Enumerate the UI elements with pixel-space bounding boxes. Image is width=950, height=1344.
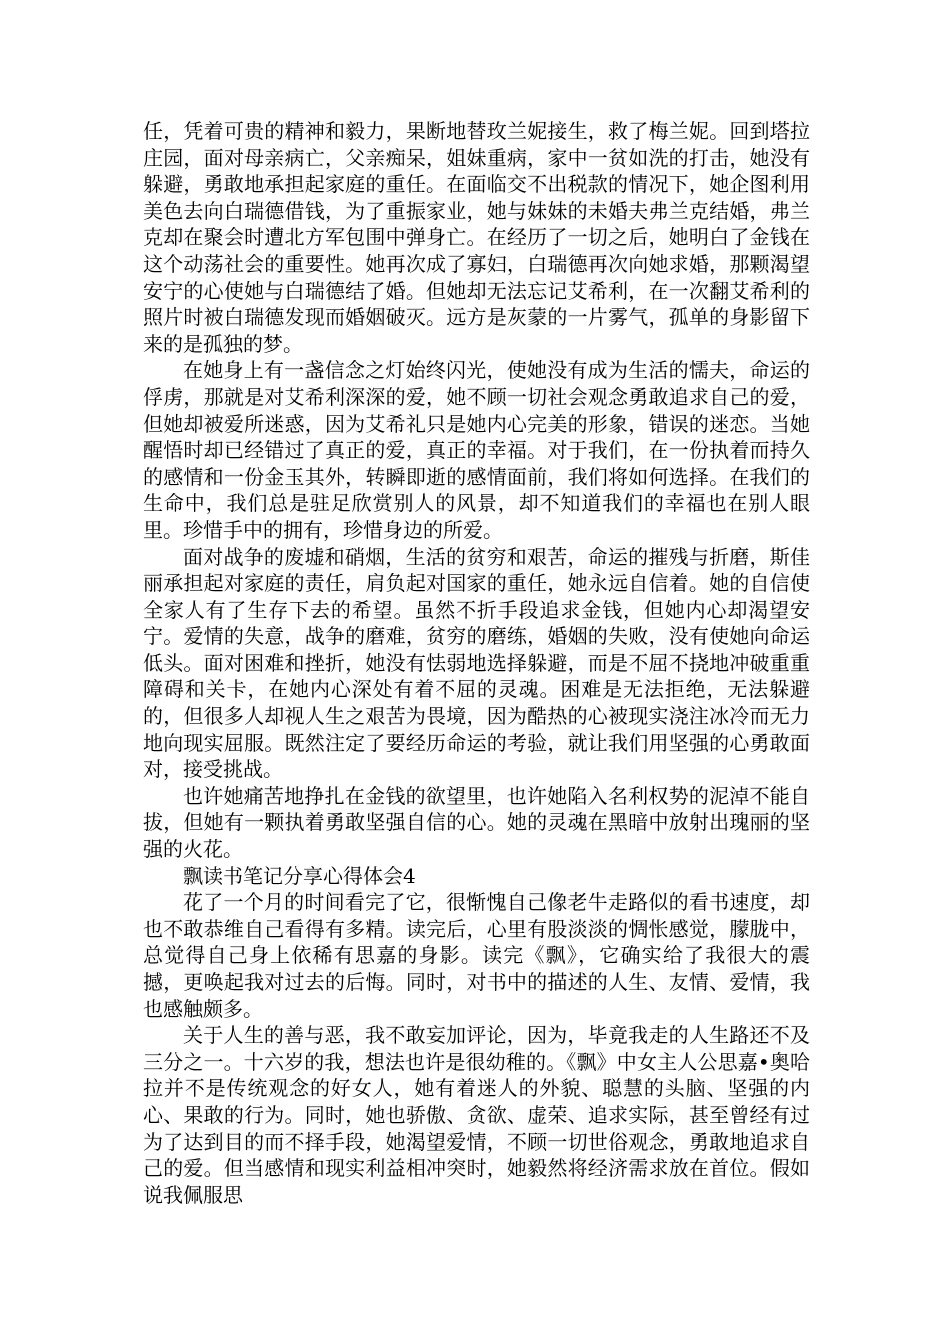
paragraph-5: 花了一个月的时间看完了它，很惭愧自己像老牛走路似的看书速度，却也不敢恭维自己看得有多精。读完后，心里有股淡淡的惆怅感觉，朦胧中，总觉得自己身上依稀有思嘉的身影。读完《飘》，它确实给了我很大的震撼，更唤起我对过去的后悔。同时，对书中的描述的人生、友情、爱情，我也感触颇多。 [143, 890, 810, 1021]
paragraph-4: 也许她痛苦地挣扎在金钱的欲望里，也许她陷入名利权势的泥淖不能自拔，但她有一颗执着勇敢坚强自信的心。她的灵魂在黑暗中放射出瑰丽的坚强的火花。 [143, 783, 810, 862]
paragraph-2: 在她身上有一盏信念之灯始终闪光，使她没有成为生活的懦夫，命运的俘虏，那就是对艾希利深深的爱，她不顾一切社会观念勇敢追求自己的爱，但她却被爱所迷惑，因为艾希礼只是她内心完美的形象，错误的迷恋。当她醒悟时却已经错过了真正的爱，真正的幸福。对于我们，在一份执着而持久的感情和一份金玉其外，转瞬即逝的感情面前，我们将如何选择。在我们的生命中，我们总是驻足欣赏别人的风景，却不知道我们的幸福也在别人眼里。珍惜手中的拥有，珍惜身边的所爱。 [143, 358, 810, 542]
paragraph-1: 任，凭着可贵的精神和毅力，果断地替玫兰妮接生，救了梅兰妮。回到塔拉庄园，面对母亲病亡，父亲痴呆，姐妹重病，家中一贫如洗的打击，她没有躲避，勇敢地承担起家庭的重任。在面临交不出税款的情况下，她企图利用美色去向白瑞德借钱，为了重振家业，她与妹妹的未婚夫弗兰克结婚，弗兰克却在聚会时遭北方军包围中弹身亡。在经历了一切之后，她明白了金钱在这个动荡社会的重要性。她再次成了寡妇，白瑞德再次向她求婚，那颗渴望安宁的心使她与白瑞德结了婚。但她却无法忘记艾希利，在一次翻艾希利的照片时被白瑞德发现而婚姻破灭。远方是灰蒙的一片雾气，孤单的身影留下来的是孤独的梦。 [143, 119, 810, 356]
document-page [143, 118, 810, 1208]
paragraph-6: 关于人生的善与恶，我不敢妄加评论，因为，毕竟我走的人生路还不及三分之一。十六岁的我，想法也许是很幼稚的。《飘》中女主人公思嘉•奥哈拉并不是传统观念的好女人，她有着迷人的外貌、聪慧的头脑、坚强的内心、果敢的行为。同时，她也骄傲、贪欲、虚荣、追求实际，甚至曾经有过为了达到目的而不择手段，她渴望爱情，不顾一切世俗观念，勇敢地追求自己的爱。但当感情和现实利益相冲突时，她毅然将经济需求放在首位。假如说我佩服思 [143, 1023, 810, 1207]
paragraph-3: 面对战争的废墟和硝烟，生活的贫穷和艰苦，命运的摧残与折磨，斯佳丽承担起对家庭的责任，肩负起对国家的重任，她永远自信着。她的自信使全家人有了生存下去的希望。虽然不折手段追求金钱，但她内心却渴望安宁。爱情的失意，战争的磨难，贫穷的磨练，婚姻的失败，没有使她向命运低头。面对困难和挫折，她没有怯弱地选择躲避，而是不屈不挠地冲破重重障碍和关卡，在她内心深处有着不屈的灵魂。困难是无法拒绝，无法躲避的，但很多人却视人生之艰苦为畏境，因为酷热的心被现实浇注冰冷而无力地向现实屈服。既然注定了要经历命运的考验，就让我们用坚强的心勇敢面对，接受挑战。 [143, 544, 810, 782]
section-heading: 飘读书笔记分享心得体会4 [183, 863, 416, 888]
